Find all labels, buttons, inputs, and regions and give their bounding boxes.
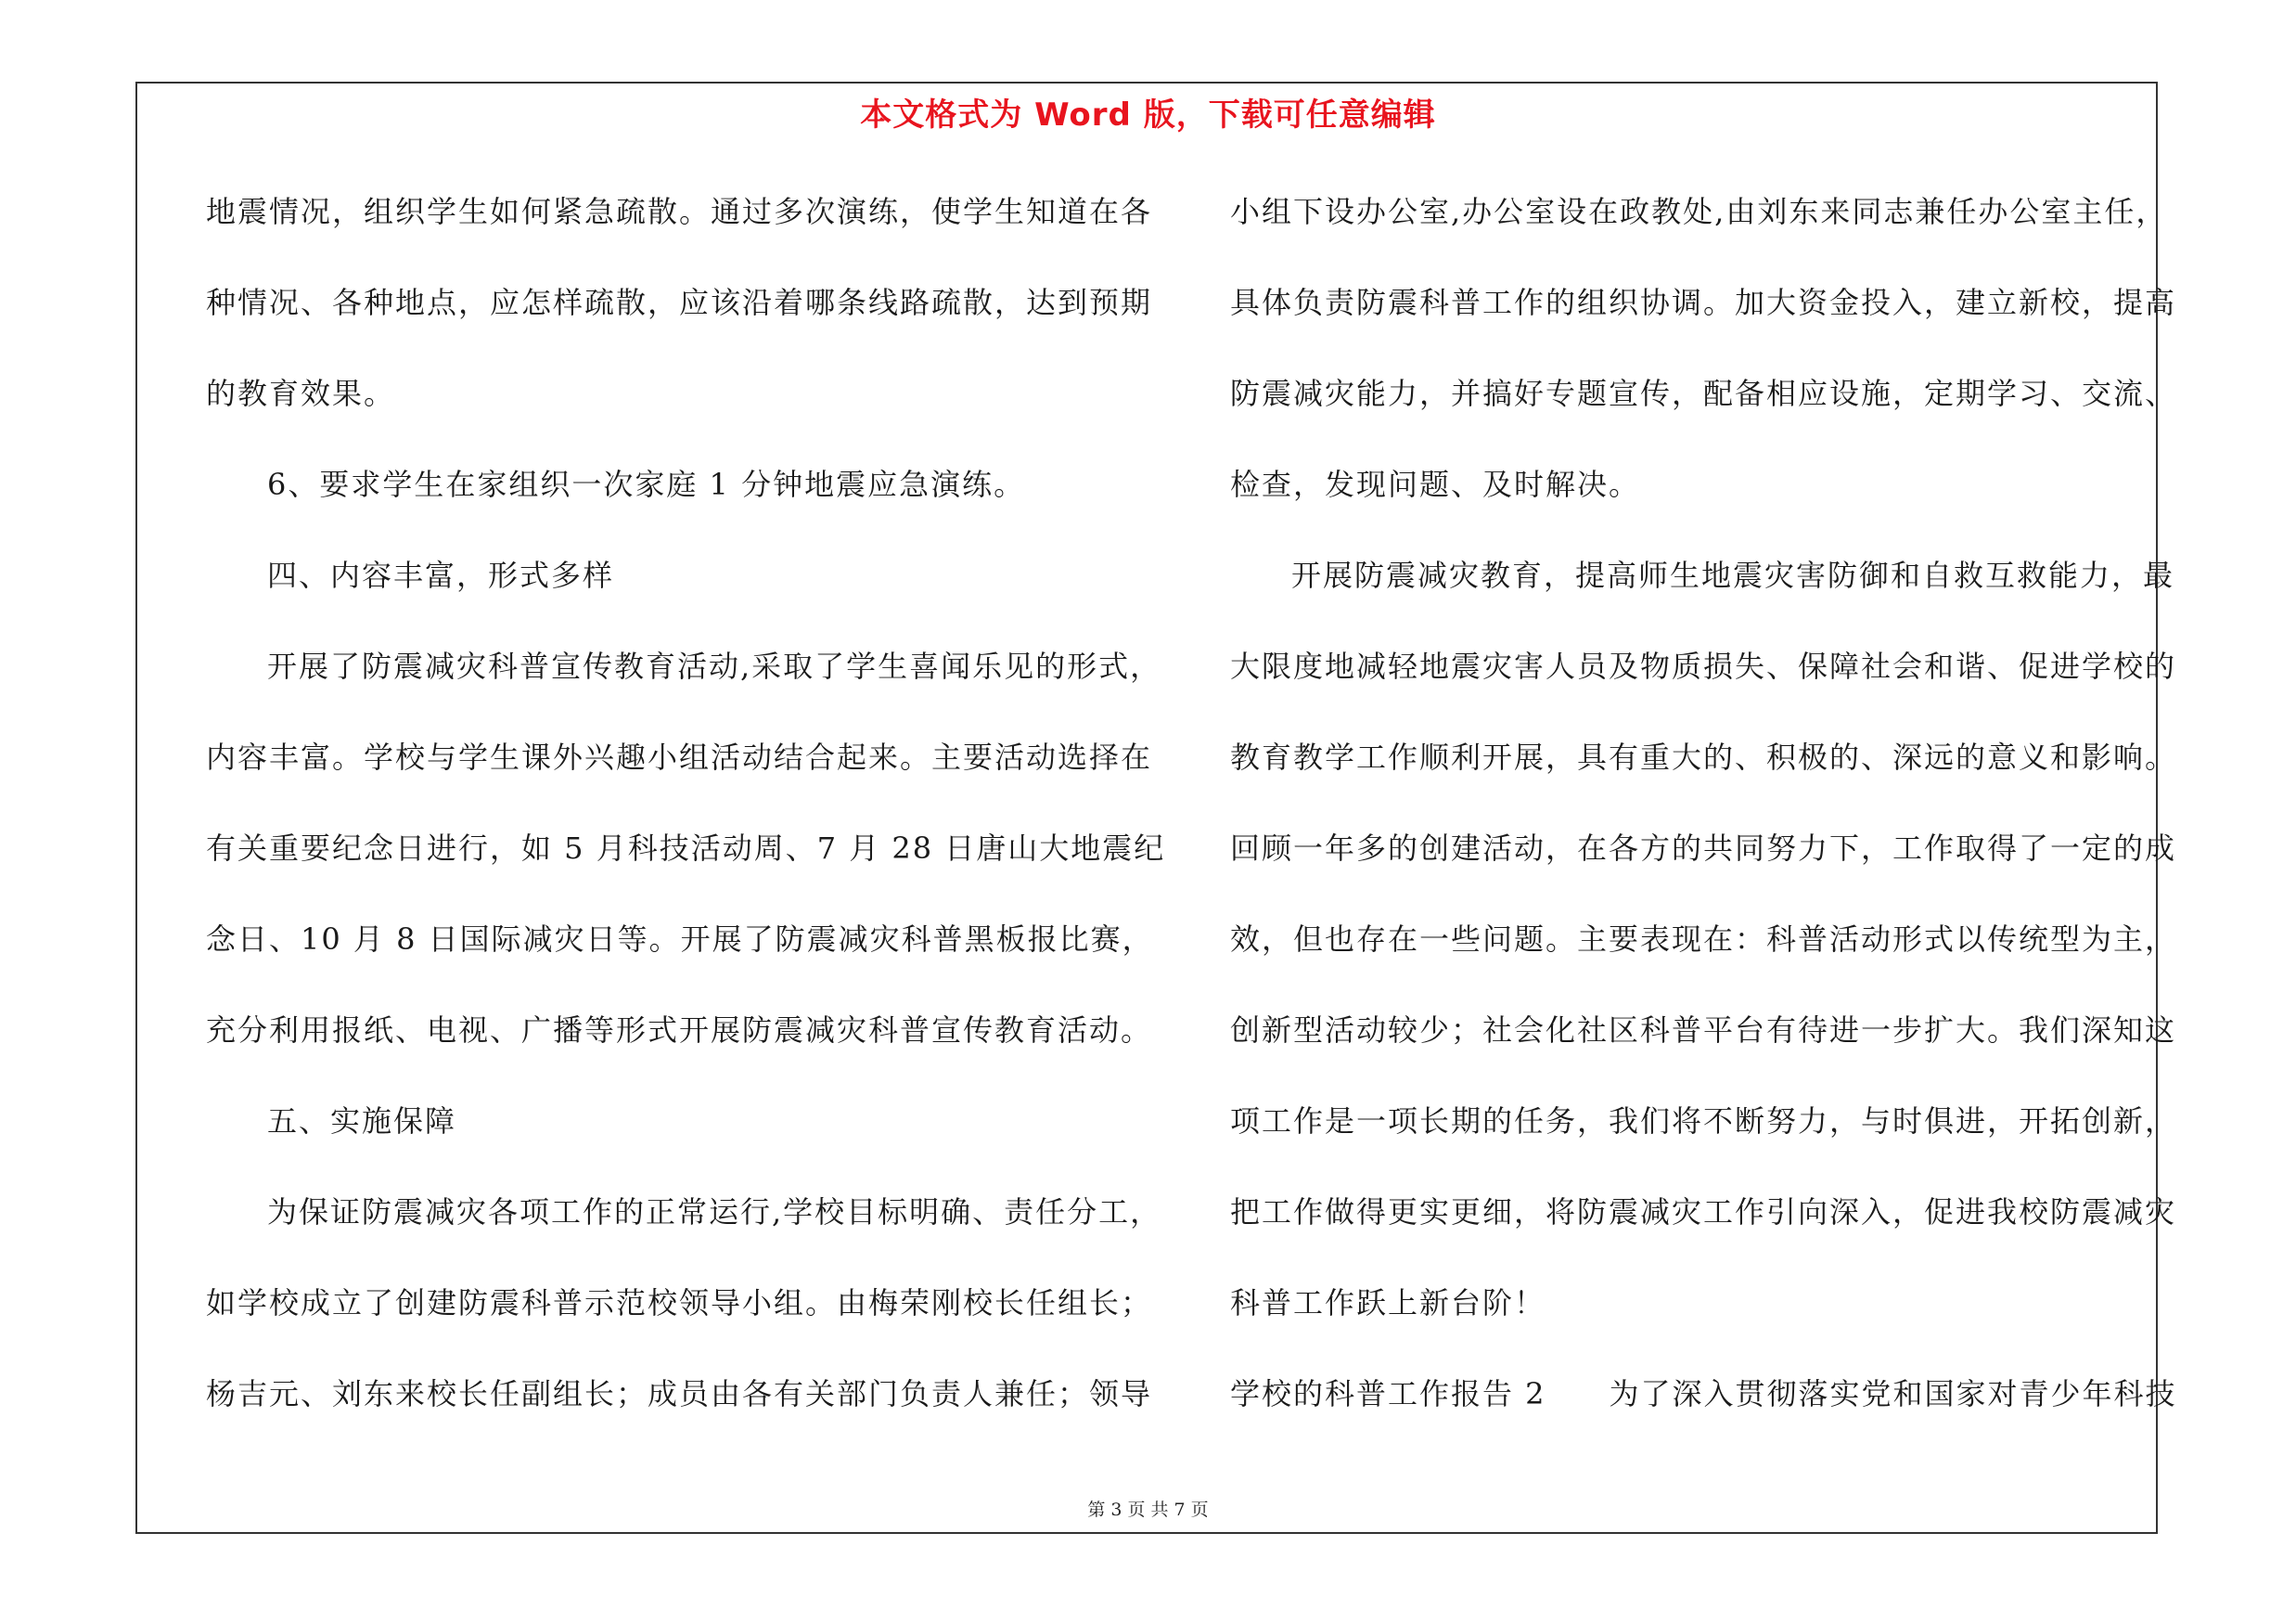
text-line: 的教育效果。 [206,376,396,411]
text-line: 项工作是一项长期的任务，我们将不断努力，与时俱进，开拓创新， [1230,1103,2177,1139]
text-line: 地震情况，组织学生如何紧急疏散。通过多次演练，使学生知道在各 [206,194,1153,229]
text-line: 科普工作跃上新台阶！ [1230,1285,1546,1320]
text-line: 6、要求学生在家组织一次家庭 1 分钟地震应急演练。 [267,467,1026,502]
text-line: 五、实施保障 [267,1103,457,1139]
left-text-column [206,184,1166,1457]
text-line: 内容丰富。学校与学生课外兴趣小组活动结合起来。主要活动选择在 [206,740,1153,775]
text-line: 如学校成立了创建防震科普示范校领导小组。由梅荣刚校长任组长； [206,1285,1153,1320]
text-line: 学校的科普工作报告 2 为了深入贯彻落实党和国家对青少年科技 [1230,1376,2177,1411]
editable-word-banner: 本文格式为 Word 版，下载可任意编辑 [860,97,1436,134]
text-line: 具体负责防震科普工作的组织协调。加大资金投入，建立新校，提高 [1230,285,2177,320]
text-line: 检查，发现问题、及时解决。 [1230,467,1641,502]
text-line: 杨吉元、刘东来校长任副组长；成员由各有关部门负责人兼任；领导 [206,1376,1153,1411]
text-line: 开展防震减灾教育，提高师生地震灾害防御和自救互救能力，最 [1291,558,2175,593]
text-line: 四、内容丰富，形式多样 [267,558,615,593]
text-line: 把工作做得更实更细，将防震减灾工作引向深入，促进我校防震减灾 [1230,1194,2177,1230]
text-line: 回顾一年多的创建活动，在各方的共同努力下，工作取得了一定的成 [1230,831,2177,866]
text-line: 效，但也存在一些问题。主要表现在：科普活动形式以传统型为主， [1230,921,2177,957]
right-text-column [1230,184,2187,1457]
text-line: 大限度地减轻地震灾害人员及物质损失、保障社会和谐、促进学校的 [1230,649,2177,684]
text-line: 充分利用报纸、电视、广播等形式开展防震减灾科普宣传教育活动。 [206,1012,1153,1048]
text-line: 创新型活动较少；社会化社区科普平台有待进一步扩大。我们深知这 [1230,1012,2177,1048]
text-line: 小组下设办公室,办公室设在政教处,由刘东来同志兼任办公室主任， [1230,194,2168,229]
text-line: 教育教学工作顺利开展，具有重大的、积极的、深远的意义和影响。 [1230,740,2177,775]
page-number-footer: 第 3 页 共 7 页 [1087,1500,1209,1520]
text-line: 防震减灾能力，并搞好专题宣传，配备相应设施，定期学习、交流、 [1230,376,2177,411]
text-line: 有关重要纪念日进行，如 5 月科技活动周、7 月 28 日唐山大地震纪 [206,831,1166,866]
text-line: 为保证防震减灾各项工作的正常运行,学校目标明确、责任分工， [267,1194,1162,1230]
text-line: 种情况、各种地点，应怎样疏散，应该沿着哪条线路疏散，达到预期 [206,285,1153,320]
text-line: 开展了防震减灾科普宣传教育活动,采取了学生喜闻乐见的形式， [267,649,1162,684]
text-line: 念日、10 月 8 日国际减灾日等。开展了防震减灾科普黑板报比赛， [206,921,1154,957]
